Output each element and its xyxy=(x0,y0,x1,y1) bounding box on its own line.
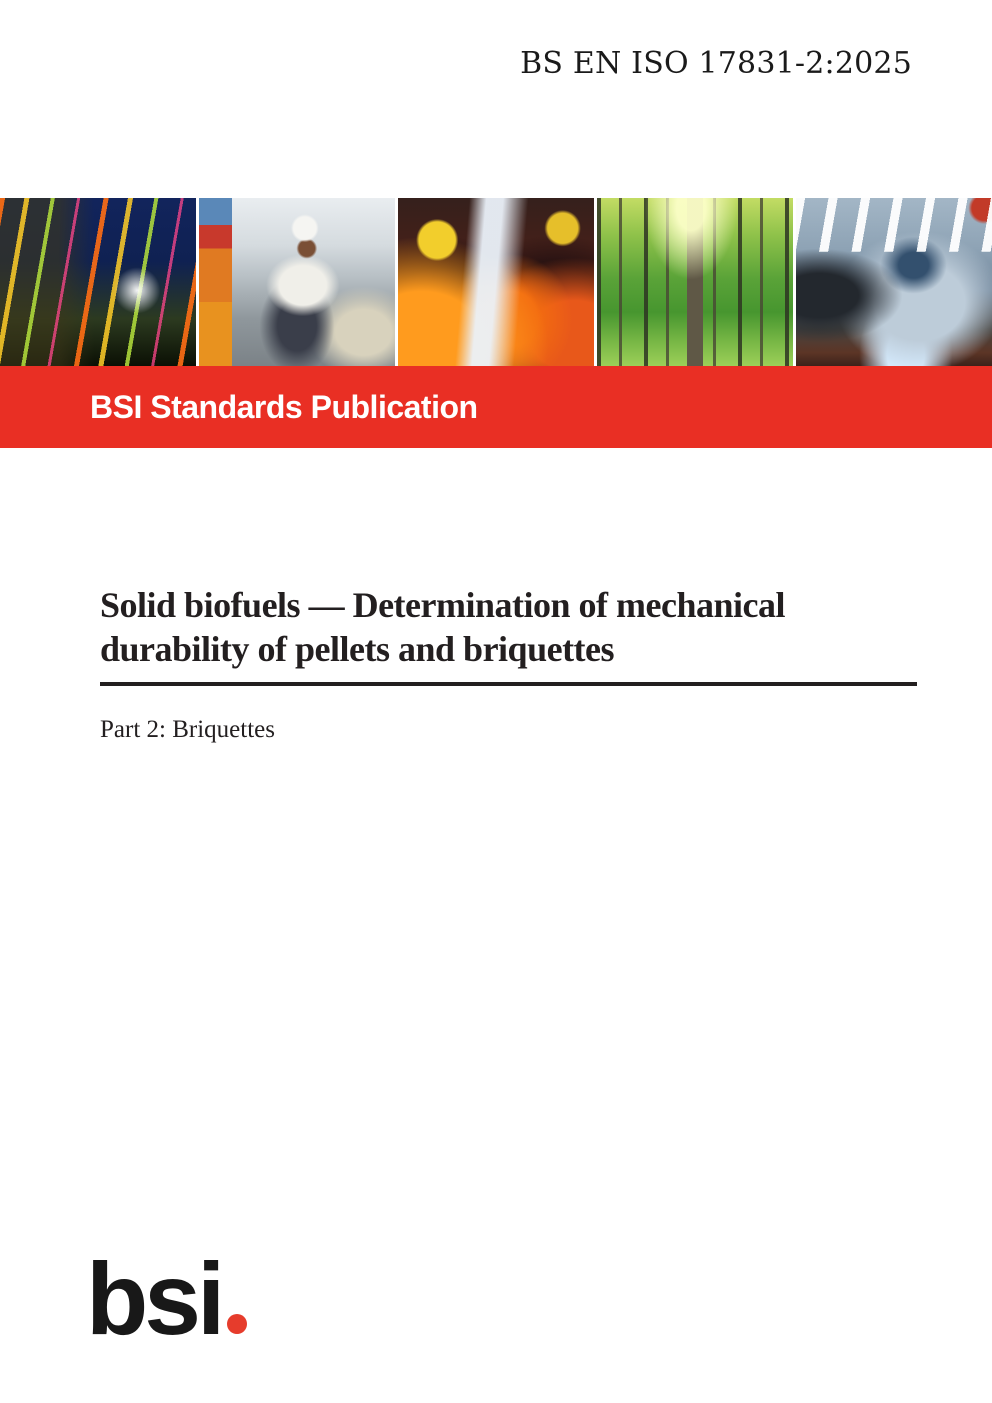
photo-car-assembly-line xyxy=(796,198,992,366)
red-banner xyxy=(0,366,992,448)
photo-night-traffic-light-trails xyxy=(0,198,196,366)
bsi-logo xyxy=(86,1242,247,1356)
document-title-line-2: durability of pellets and briquettes xyxy=(100,629,615,669)
photo-strip xyxy=(0,198,992,366)
standard-number: BS EN ISO 17831-2:2025 xyxy=(520,46,912,81)
document-subtitle: Part 2: Briquettes xyxy=(100,716,275,743)
photo-firefighters xyxy=(398,198,594,366)
document-title xyxy=(100,583,930,671)
bsi-logo-dot-icon xyxy=(227,1314,247,1334)
bsi-logo-text: bsi xyxy=(86,1242,222,1356)
photo-warehouse-worker xyxy=(199,198,395,366)
photo-forest-trees xyxy=(597,198,793,366)
title-divider-rule xyxy=(100,682,917,686)
banner-label: BSI Standards Publication xyxy=(90,388,478,425)
document-title-line-1: Solid biofuels — Determination of mechanical xyxy=(100,585,785,625)
